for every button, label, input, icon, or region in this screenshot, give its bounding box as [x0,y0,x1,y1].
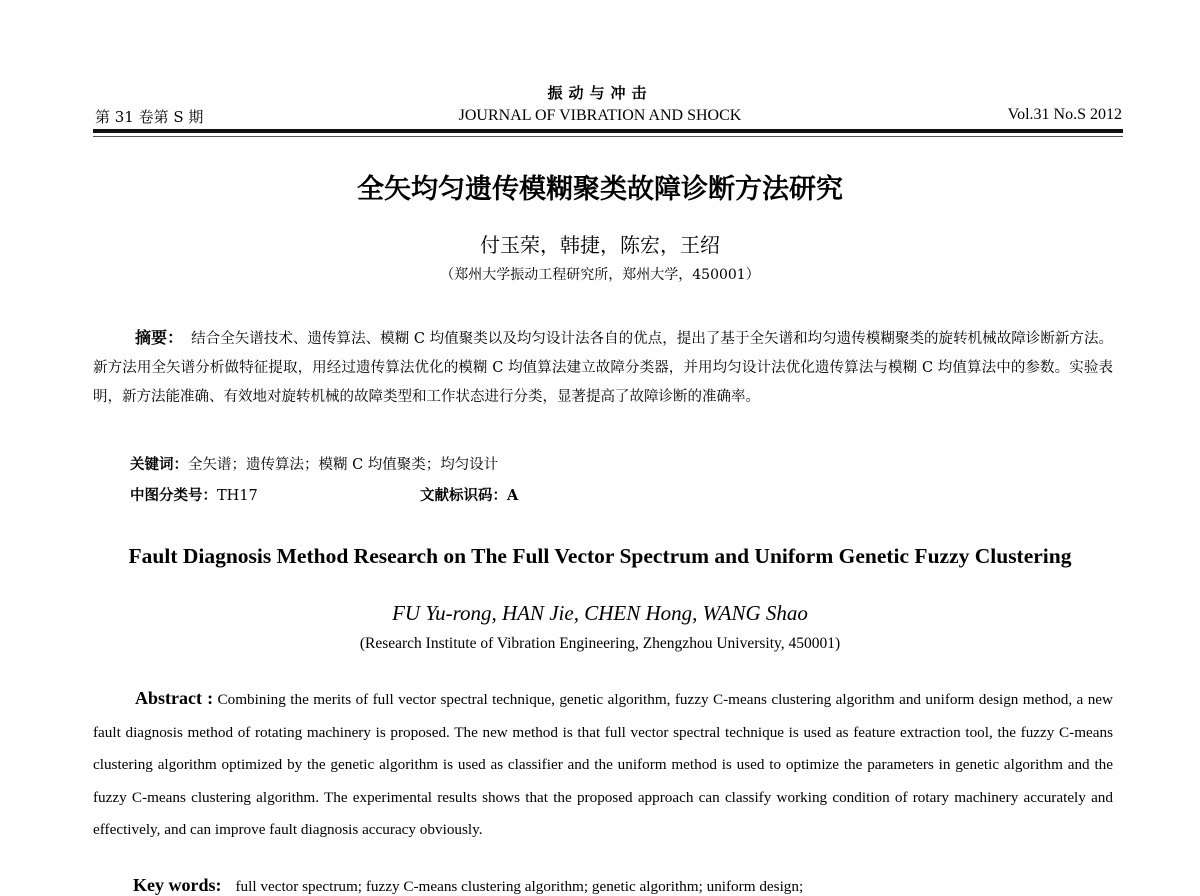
paper-title-en: Fault Diagnosis Method Research on The Full Vector Spectrum and Uniform Genetic Fuzzy Clustering [128,544,1072,568]
paper-title-cn: 全矢均匀遗传模糊聚类故障诊断方法研究 [357,174,843,205]
affiliation-cn: （郑州大学振动工程研究所，郑州大学，450001） [440,267,760,283]
clc-label: 中图分类号： [130,487,217,504]
keywords-en [133,875,803,896]
doc-code-value: A [507,487,519,504]
header-rule-thin [93,136,1123,137]
keywords-cn [130,453,498,474]
affiliation-en: (Research Institute of Vibration Engineering, Zhengzhou University, 450001) [359,635,841,652]
authors-en: FU Yu-rong, HAN Jie, CHEN Hong, WANG Shao [392,601,808,625]
abstract-label-cn: 摘要： [135,328,184,347]
header-rule-thick [93,129,1123,133]
keywords-label-en: Key words: [133,875,222,895]
abstract-text-en: Combining the merits of full vector spectral technique, genetic algorithm, fuzzy C-means clustering algorithm and uniform design method, a new fault diagnosis method of rotating machinery is proposed. The new method is that full vector spectral technique is used as feature extraction tool, the fuzzy C-means clustering algorithm optimized by the genetic algorithm is used as classifier and the uniform method is used to optimize the parameters in genetic algorithm and the fuzzy C-means clustering algorithm. The experimental results shows that the proposed approach can classify working condition of rotary machinery accurately and effectively, and can improve fault diagnosis accuracy obviously. [93,691,1114,838]
journal-name-cn: 振动与冲击 [547,84,653,102]
keywords-text-en: full vector spectrum; fuzzy C-means clustering algorithm; genetic algorithm; uniform design; [235,878,804,895]
keywords-label-cn: 关键词： [130,456,188,473]
keywords-text-cn: 全矢谱；遗传算法；模糊 C 均值聚类；均匀设计 [188,457,499,473]
abstract-en [93,682,1113,847]
issue-cn: 第 31 卷第 S 期 [95,108,204,126]
doc-code-label: 文献标识码： [420,487,507,504]
clc-number [130,484,258,505]
document-code [420,484,518,505]
abstract-label-en: Abstract : [135,688,214,708]
volume-info: Vol.31 No.S 2012 [1007,106,1122,123]
abstract-text-cn: 结合全矢谱技术、遗传算法、模糊 C 均值聚类以及均匀设计法各自的优点，提出了基于全矢谱和均匀遗传模糊聚类的旋转机械故障诊断新方法。新方法用全矢谱分析做特征提取，用经过遗传算法优化的模糊 C 均值算法建立故障分类器，并用均匀设计法优化遗传算法与模糊 C 均值算法中的参数。实验表明，新方法能准确、有效地对旋转机械的故障类型和工作状态进行分类，显著提高了故障诊断的准确率。 [93,331,1113,405]
journal-name-en: JOURNAL OF VIBRATION AND SHOCK [458,107,742,124]
authors-cn: 付玉荣，韩捷，陈宏，王绍 [480,233,720,257]
clc-value: TH17 [217,488,258,504]
abstract-cn [93,323,1113,412]
